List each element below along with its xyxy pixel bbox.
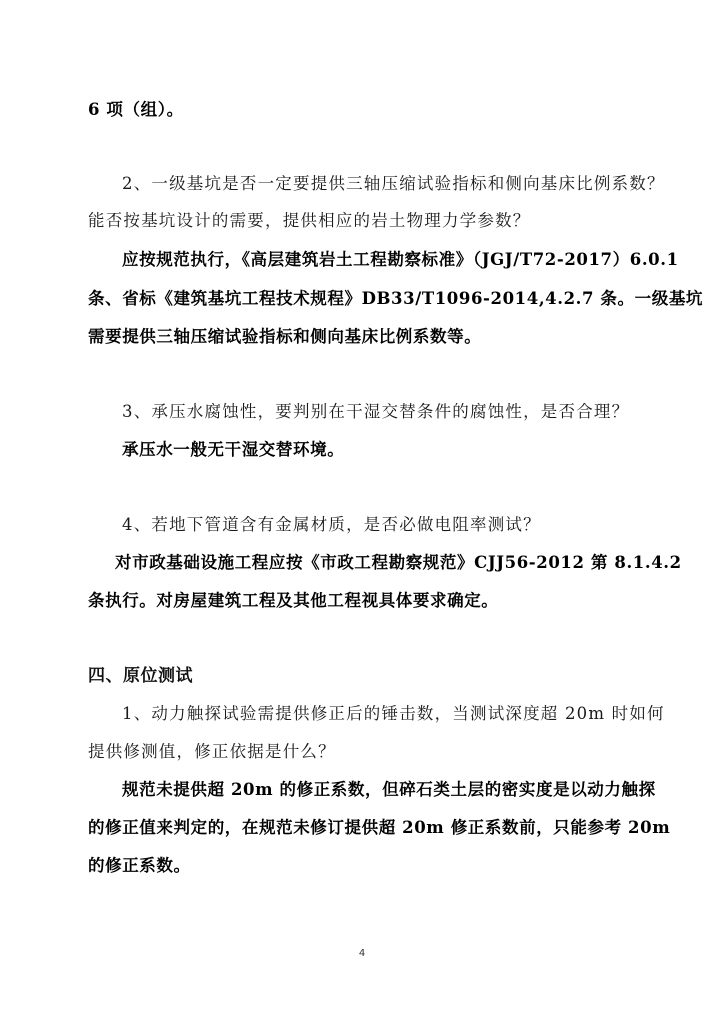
answer-3: 承压水一般无干湿交替环境。 [122, 440, 345, 459]
text-line-continuation: 6 项（组）。 [88, 100, 184, 119]
section-heading-in-situ-testing: 四、原位测试 [88, 666, 193, 686]
question-2-line-2: 能否按基坑设计的需要，提供相应的岩土物理力学参数？ [88, 211, 531, 230]
answer-4-line-2: 条执行。对房屋建筑工程及其他工程视具体要求确定。 [88, 591, 499, 610]
answer-2-line-3: 需要提供三轴压缩试验指标和侧向基床比例系数等。 [88, 327, 482, 346]
question-1-line-1: 1、动力触探试验需提供修正后的锤击数，当测试深度超 20m 时如何 [122, 704, 665, 723]
answer-1-line-3: 的修正系数。 [88, 856, 191, 875]
page-number: 4 [358, 948, 366, 959]
question-3: 3、承压水腐蚀性，要判别在干湿交替条件的腐蚀性，是否合理？ [122, 402, 630, 421]
answer-4-line-1: 对市政基础设施工程应按《市政工程勘察规范》CJJ56-2012 第 8.1.4.2 [115, 553, 682, 572]
answer-1-line-1: 规范未提供超 20m 的修正系数，但碎石类土层的密实度是以动力触探 [122, 780, 656, 799]
question-4: 4、若地下管道含有金属材质，是否必做电阻率测试？ [122, 515, 541, 534]
answer-1-line-2: 的修正值来判定的，在规范未修订提供超 20m 修正系数前，只能参考 20m [88, 818, 671, 837]
answer-2-line-2: 条、省标《建筑基坑工程技术规程》DB33/T1096-2014,4.2.7 条。一级基坑 [88, 289, 704, 308]
question-1-line-2: 提供修测值，修正依据是什么？ [88, 742, 336, 761]
question-2-line-1: 2、一级基坑是否一定要提供三轴压缩试验指标和侧向基床比例系数？ [122, 174, 665, 193]
answer-2-line-1: 应按规范执行，《高层建筑岩土工程勘察标准》（JGJ/T72-2017）6.0.1 [122, 250, 679, 269]
